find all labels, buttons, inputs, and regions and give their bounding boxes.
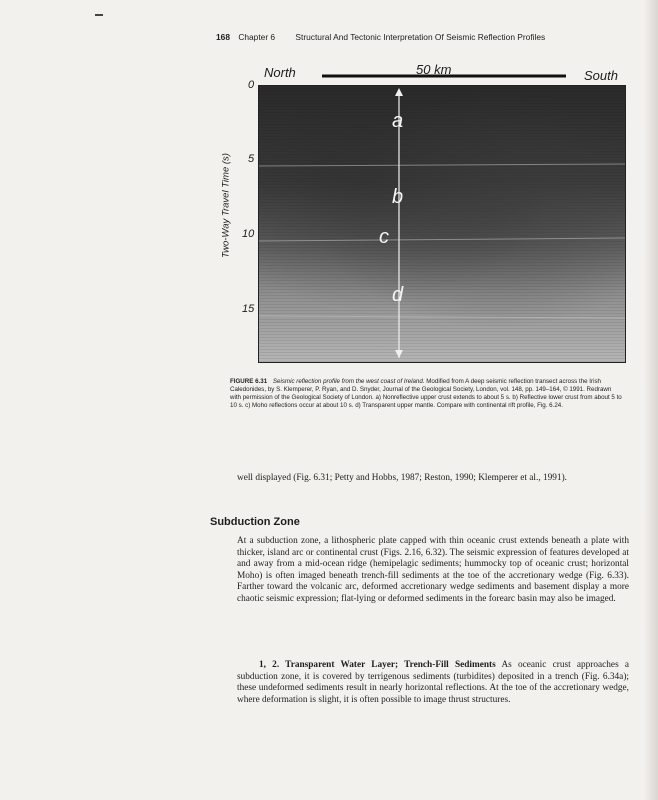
y-tick-10: 10 [242,228,255,240]
zone-d-label: d [392,284,404,306]
running-head [216,32,626,42]
page-number: 168 [216,32,230,42]
chapter-title: Structural And Tectonic Interpretation Of Seismic Reflection Profiles [295,32,546,42]
zone-c-label: c [379,226,389,248]
scan-mark [95,14,103,16]
y-tick-0: 0 [248,79,255,91]
y-tick-15: 15 [242,303,255,315]
seismic-figure [216,62,628,367]
y-tick-5: 5 [248,153,255,165]
paragraph-continued: well displayed (Fig. 6.31; Petty and Hobbs, 1987; Reston, 1990; Klemperer et al., 1991). [237,473,567,483]
subheading-water-layer: 1, 2. Transparent Water Layer; Trench-Fill Sediments [259,660,496,670]
paragraph-subduction: At a subduction zone, a lithospheric plate capped with thin oceanic crust extends beneath a plate with thicker, island arc or continental crust (Figs. 2.16, 6.32). The seismic expression of features developed at and away from a mid-ocean ridge (hemipelagic sediments; hummocky top of oceanic crust; horizontal Moho) is often imaged beneath trench-fill sediments at the toe of the accretionary wedge (Fig. 6.33). Farther toward the volcanic arc, deformed accretionary wedge sediments and basement display a more chaotic seismic expression; flat-lying or deformed sediments in the forearc basin may also be imaged. [237,536,629,604]
chapter-label: Chapter 6 [238,32,276,42]
south-label: South [584,68,618,83]
paragraph-water-layer-text: As oceanic crust approaches a subduction zone, it is covered by terrigenous sediments (turbidites) deposited in a trench (Fig. 6.34a); these undeformed sediments result in nearly horizontal reflections. At the toe of the accretionary wedge, where deformation is slight, it is often possible to image thrust structures. [237,660,630,705]
figure-caption [230,378,622,410]
scan-edge-shadow [644,0,658,800]
profile-overlay [259,86,625,362]
zone-b-label: b [392,186,404,208]
section-heading: Subduction Zone [210,516,300,528]
caption-figure-number: FIGURE 6.31 [230,378,268,385]
paragraph-water-layer [237,660,629,706]
north-label: North [264,65,296,80]
seismic-profile-image [258,85,626,363]
scale-label: 50 km [416,62,452,77]
caption-text: Modified from A deep seismic reflection transect across the Irish Caledonides, by S. Klemperer, P. Ryan, and D. Snyder, Journal of the Geological Society, London, vol. 148, pp. 149–164, © 1991. Redrawn with permission of the Geological Society of London. a) Nonreflective upper crust extends to about 5 s. b) Reflective lower crust from about 5 to 10 s. c) Moho reflections occur at about 10 s. d) Transparent upper mantle. Compare with continental rift profile, Fig. 6.24. [230,378,622,409]
zone-a-label: a [392,110,404,132]
caption-title: Seismic reflection profile from the west coast of Ireland. [272,378,425,385]
y-axis-title: Two-Way Travel Time (s) [220,153,232,258]
